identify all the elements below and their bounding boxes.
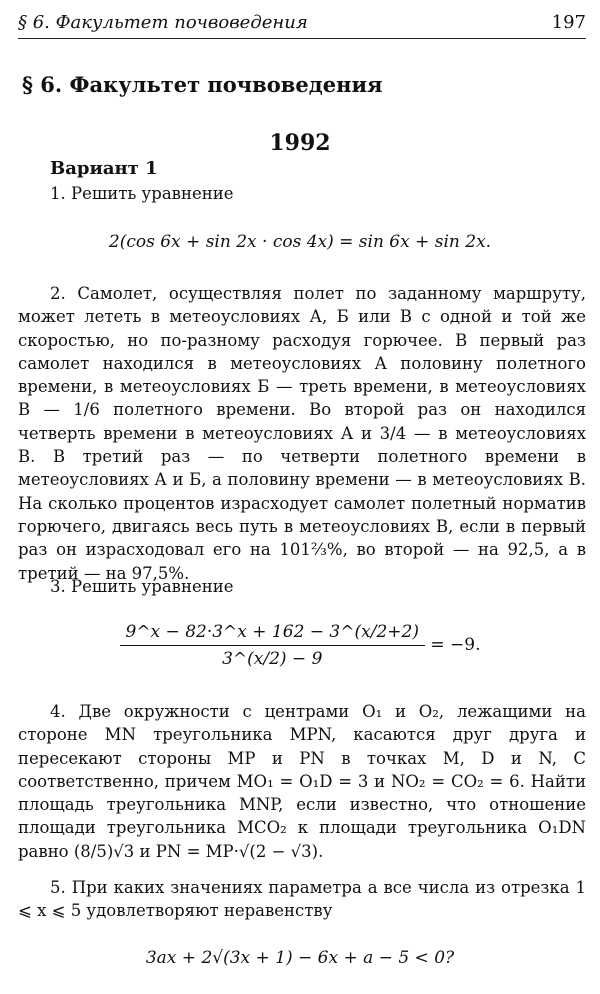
equation-rhs: = −9.: [430, 635, 481, 655]
problem-number: 5.: [50, 878, 66, 897]
problem-3: [18, 575, 586, 598]
page-number: 197: [551, 12, 586, 33]
problem-number: 4.: [50, 702, 66, 721]
problem-1: [18, 182, 586, 205]
section-heading: § 6. Факультет почвоведения: [22, 72, 383, 97]
problem-1-formula: 2(cos 6x + sin 2x · cos 4x) = sin 6x + sin 2x.: [108, 232, 492, 252]
problem-5: [18, 876, 586, 923]
problem-number: 1.: [50, 184, 66, 203]
problem-5-formula: 3ax + 2√(3x + 1) − 6x + a − 5 < 0?: [145, 948, 455, 968]
year-heading: 1992: [269, 130, 331, 156]
problem-3-formula: [0, 622, 600, 669]
problem-text: Самолет, осуществляя полет по заданному маршруту, может лететь в метеоусловиях А, Б или В с одной и той же скоростью, но по-разному расходуя горючее. В первый раз самолет находился в метеоусловиях А половину полетного времени, в метеоусловиях Б — треть времени, в метеоусловиях В — 1/6 полетного времени. Во второй раз он находился четверть времени в метеоусловиях А и 3/4 — в метеоусловиях В. В третий раз — по четверти полетного времени в метеоусловиях А и Б, а половину времени — в метеоусловиях В. На сколько процентов израсходует самолет полетный норматив горючего, двигаясь весь путь в метеоусловиях В, если в первый раз он израсходовал его на 101⅔%, во второй — на 92,5, а в третий — на 97,5%.: [18, 284, 586, 583]
variant-heading: Вариант 1: [50, 158, 158, 179]
fraction-denominator: 3^(x/2) − 9: [222, 649, 323, 669]
problem-4: [18, 700, 586, 863]
problem-2: [18, 282, 586, 585]
problem-text: Решить уравнение: [71, 184, 234, 203]
problem-number: 2.: [50, 284, 66, 303]
running-head-title: § 6. Факультет почвоведения: [18, 12, 308, 33]
running-head: [18, 10, 586, 39]
problem-text: При каких значениях параметра a все числа из отрезка 1 ⩽ x ⩽ 5 удовлетворяют неравенству: [18, 878, 586, 921]
fraction-numerator: 9^x − 82·3^x + 162 − 3^(x/2+2): [120, 622, 425, 646]
problem-text: Две окружности с центрами O₁ и O₂, лежащими на стороне MN треугольника MPN, касаются друг друга и пересекают стороны MP и PN в точках M, D и N, C соответственно, причем MO₁ = O₁D = 3 и NO₂ = CO₂ = 6. Найти площадь треугольника MNP, если известно, что отношение площади треугольника MCO₂ к площади треугольника O₁DN равно (8/5)√3 и PN = MP·√(2 − √3).: [18, 702, 586, 861]
problem-text: Решить уравнение: [71, 577, 234, 596]
fraction: [120, 622, 425, 669]
problem-number: 3.: [50, 577, 66, 596]
